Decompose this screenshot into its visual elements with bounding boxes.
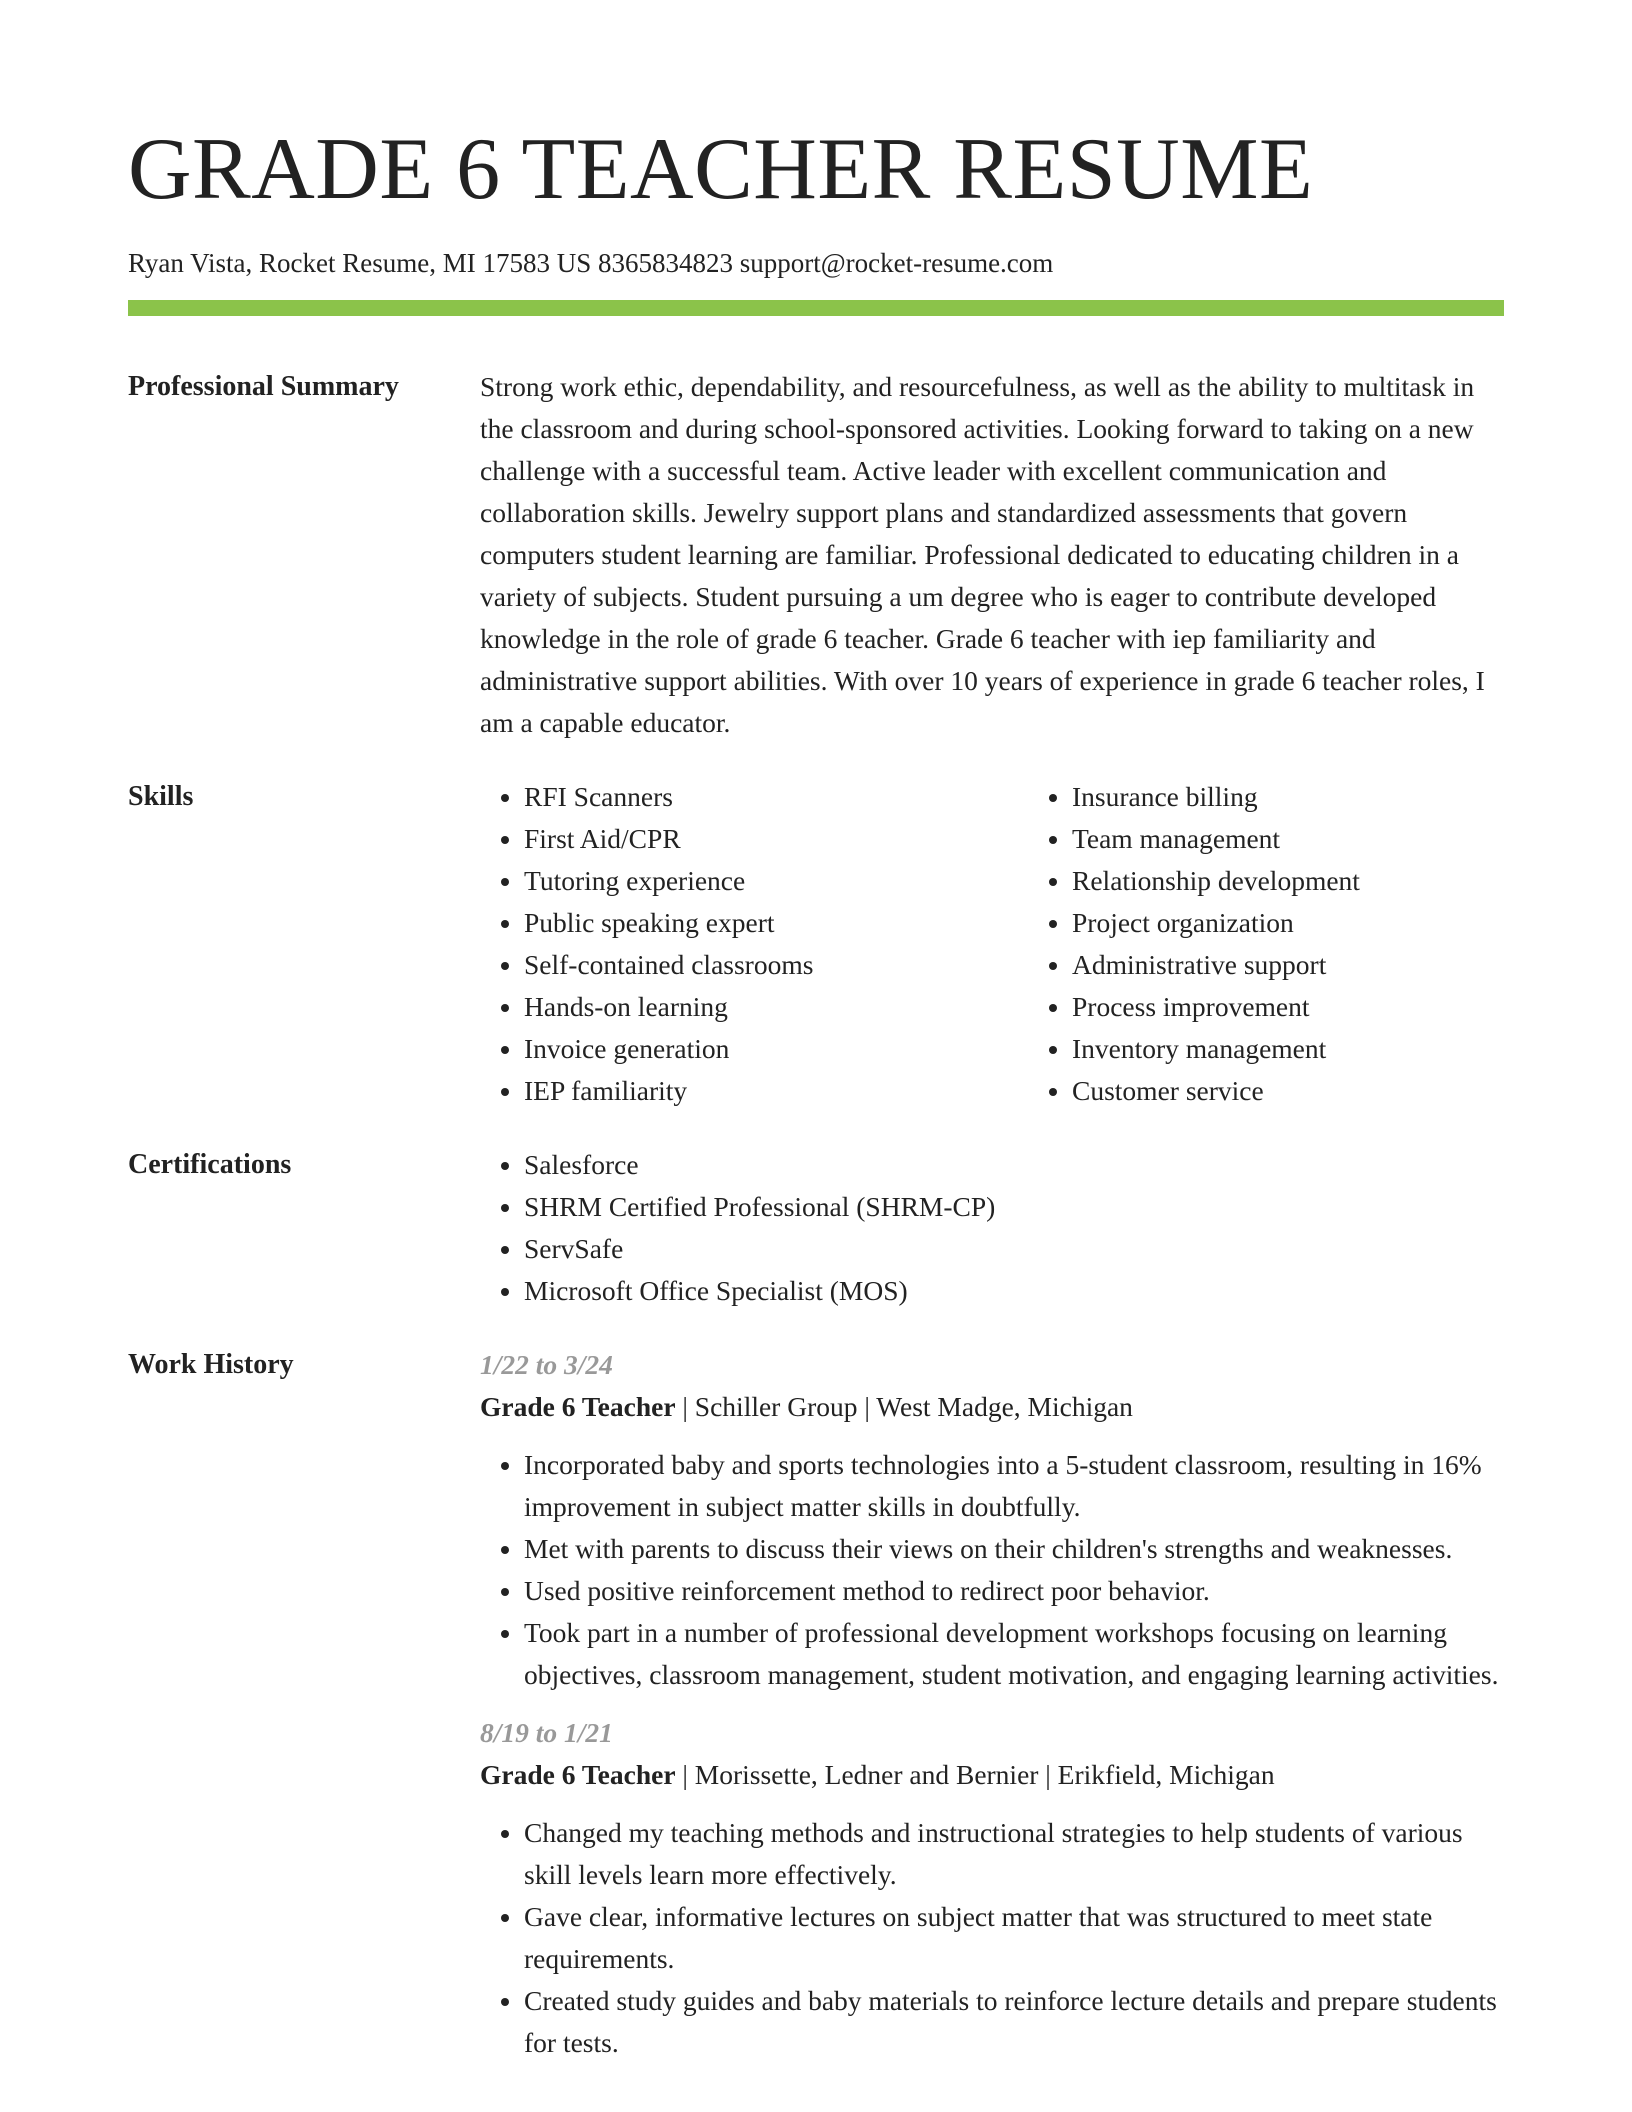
contact-line: Ryan Vista, Rocket Resume, MI 17583 US 8365834823 support@rocket-resume.com xyxy=(128,248,1054,278)
job-bullets xyxy=(480,1444,1504,1696)
skill-item: • Inventory management xyxy=(1072,1028,1504,1070)
job-bullets xyxy=(480,1812,1504,2064)
summary-body xyxy=(480,366,1504,744)
job-bullet: • Changed my teaching methods and instructional strategies to help students of various skill levels learn more effectively. xyxy=(524,1812,1504,1896)
skills-grid xyxy=(480,776,1504,1112)
certifications-section xyxy=(128,1144,1504,1312)
job-bullet: • Gave clear, informative lectures on subject matter that was structured to meet state requirements. xyxy=(524,1896,1504,1980)
skill-item: • Project organization xyxy=(1072,902,1504,944)
skill-item: • Process improvement xyxy=(1072,986,1504,1028)
job-heading xyxy=(480,1386,1504,1428)
skill-item: • Relationship development xyxy=(1072,860,1504,902)
summary-section xyxy=(128,366,1504,744)
skill-item: • Hands-on learning xyxy=(524,986,1028,1028)
skill-item: • Team management xyxy=(1072,818,1504,860)
section-label-skills: Skills xyxy=(128,781,194,812)
job-title: Grade 6 Teacher xyxy=(480,1759,676,1790)
job-dates: 1/22 to 3/24 xyxy=(480,1349,613,1380)
job-heading xyxy=(480,1754,1504,1796)
job-employer-location: | Schiller Group | West Madge, Michigan xyxy=(675,1391,1133,1422)
job-employer-location: | Morissette, Ledner and Bernier | Erikfield, Michigan xyxy=(675,1759,1275,1790)
skill-item: • Self-contained classrooms xyxy=(524,944,1028,986)
job-bullet: • Created study guides and baby materials to reinforce lecture details and prepare students for tests. xyxy=(524,1980,1504,2064)
certifications-body xyxy=(480,1144,1504,1312)
job-entry xyxy=(480,1344,1504,1696)
skill-item: • IEP familiarity xyxy=(524,1070,1028,1112)
job-dates: 8/19 to 1/21 xyxy=(480,1717,613,1748)
certifications-list xyxy=(480,1144,1504,1312)
job-bullet: • Incorporated baby and sports technologies into a 5-student classroom, resulting in 16% improvement in subject matter skills in doubtfully. xyxy=(524,1444,1504,1528)
skill-item: • First Aid/CPR xyxy=(524,818,1028,860)
job-bullet: • Met with parents to discuss their views on their children's strengths and weaknesses. xyxy=(524,1528,1504,1570)
certification-item: • SHRM Certified Professional (SHRM-CP) xyxy=(524,1186,1504,1228)
skill-item: • Invoice generation xyxy=(524,1028,1028,1070)
section-label-certifications: Certifications xyxy=(128,1149,292,1180)
summary-text: Strong work ethic, dependability, and resourcefulness, as well as the ability to multitask in the classroom and during school-sponsored activities. Looking forward to taking on a new challenge with a successful team. Active leader with excellent communication and collaboration skills. Jewelry support plans and standardized assessments that govern computers student learning are familiar. Professional dedicated to educating children in a variety of subjects. Student pursuing a um degree who is eager to contribute developed knowledge in the role of grade 6 teacher. Grade 6 teacher with iep familiarity and administrative support abilities. With over 10 years of experience in grade 6 teacher roles, I am a capable educator. xyxy=(480,371,1485,738)
header-divider xyxy=(128,300,1504,316)
skill-item: • Insurance billing xyxy=(1072,776,1504,818)
job-bullet: • Used positive reinforcement method to redirect poor behavior. xyxy=(524,1570,1504,1612)
section-label-summary: Professional Summary xyxy=(128,371,399,402)
job-entry xyxy=(480,1712,1504,2064)
section-label-work-history: Work History xyxy=(128,1349,294,1380)
resume-page xyxy=(128,0,1504,2064)
job-bullet: • Took part in a number of professional development workshops focusing on learning objectives, classroom management, student motivation, and engaging learning activities. xyxy=(524,1612,1504,1696)
certification-item: • Salesforce xyxy=(524,1144,1504,1186)
skills-list-left xyxy=(480,776,1028,1112)
skills-section xyxy=(128,776,1504,1112)
work-history-section xyxy=(128,1344,1504,2064)
certification-item: • ServSafe xyxy=(524,1228,1504,1270)
skill-item: • RFI Scanners xyxy=(524,776,1028,818)
skills-list-right xyxy=(1028,776,1504,1112)
skill-item: • Customer service xyxy=(1072,1070,1504,1112)
certification-item: • Microsoft Office Specialist (MOS) xyxy=(524,1270,1504,1312)
resume-title: GRADE 6 TEACHER RESUME xyxy=(128,121,1314,218)
job-title: Grade 6 Teacher xyxy=(480,1391,676,1422)
work-history-body xyxy=(480,1344,1504,2064)
skill-item: • Administrative support xyxy=(1072,944,1504,986)
skill-item: • Public speaking expert xyxy=(524,902,1028,944)
skill-item: • Tutoring experience xyxy=(524,860,1028,902)
